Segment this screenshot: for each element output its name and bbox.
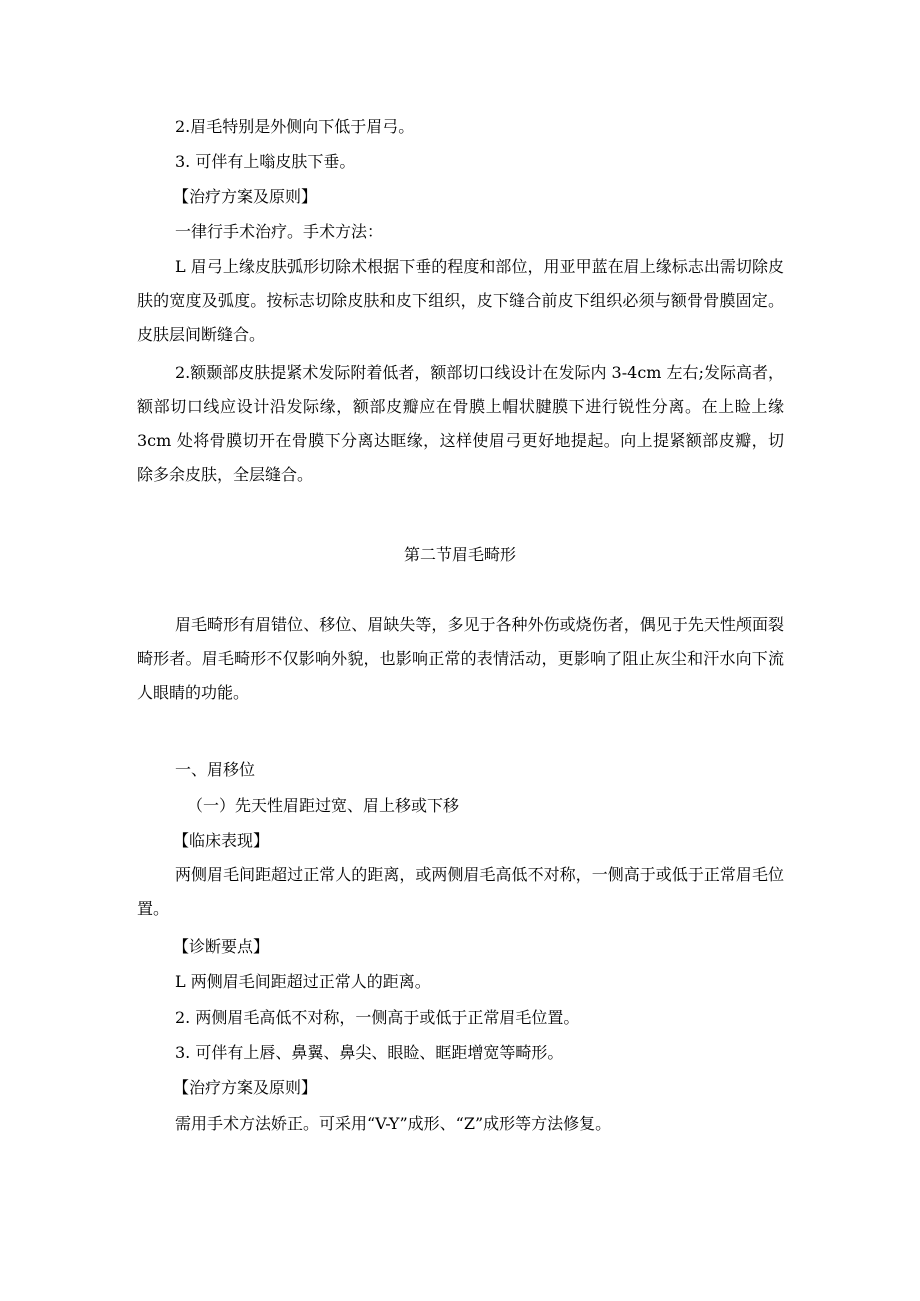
method-paragraph-2: 2.额颞部皮肤提紧术发际附着低者，额部切口线设计在发际内 3-4cm 左右;发际高者，额部切口线应设计沿发际缘，额部皮瓣应在骨膜上帽状腱膜下进行锐性分离。在上睑上缘 3cm 处将骨膜切开在骨膜下分离达眶缘，这样使眉弓更好地提起。向上提紧额部皮瓣，切除多余皮肤，全层缝合。 [137,363,784,484]
treatment-heading: 【治疗方案及原则】 [173,187,318,206]
clinical-heading: 【临床表现】 [173,831,270,850]
diagnosis-item-2: 2. 两侧眉毛高低不对称，一侧高于或低于正常眉毛位置。 [175,1008,580,1027]
section-title: 第二节眉毛畸形 [403,545,516,564]
subsubsection-title: （一）先天性眉距过宽、眉上移或下移 [187,796,460,815]
list-item-eyebrow-lower: 2.眉毛特别是外侧向下低于眉弓。 [175,117,415,136]
treatment-heading-2: 【治疗方案及原则】 [173,1078,318,1097]
method-paragraph-1: L 眉弓上缘皮肤弧形切除术根据下垂的程度和部位，用亚甲蓝在眉上缘标志出需切除皮肤的宽度及弧度。按标志切除皮肤和皮下组织，皮下缝合前皮下组织必须与额骨骨膜固定。皮肤层间断缝合。 [137,257,784,344]
treatment-text: 需用手术方法娇正。可采用“V-Y”成形、“Z”成形等方法修复。 [175,1114,612,1133]
list-item-upper-lid-skin: 3. 可伴有上嗡皮肤下垂。 [175,152,356,171]
diagnosis-item-3: 3. 可伴有上唇、鼻翼、鼻尖、眼睑、眶距增宽等畸形。 [175,1043,564,1062]
treatment-intro: 一律行手术治疗。手术方法： [175,222,384,241]
diagnosis-heading: 【诊断要点】 [173,937,270,956]
clinical-paragraph: 两侧眉毛间距超过正常人的距离，或两侧眉毛高低不对称，一侧高于或低于正常眉毛位置。 [137,865,784,918]
diagnosis-item-1: L 两侧眉毛间距超过正常人的距离。 [175,972,431,991]
subsection-title: 一、眉移位 [175,760,256,779]
intro-paragraph: 眉毛畸形有眉错位、移位、眉缺失等，多见于各种外伤或烧伤者，偶见于先天性颅面裂畸形者。眉毛畸形不仅影响外貌，也影响正常的表情活动，更影响了阻止灰尘和汗水向下流人眼睛的功能。 [137,615,784,702]
